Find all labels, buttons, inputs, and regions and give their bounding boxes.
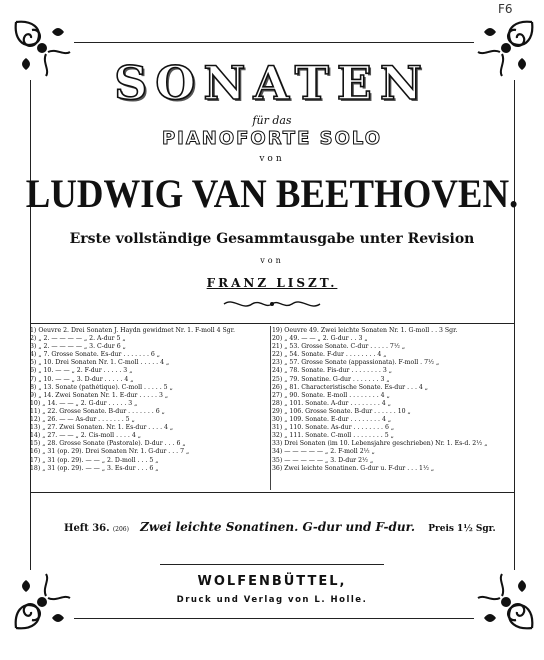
frame-top-rule	[74, 42, 474, 43]
catalogue-entry: 7) „ 10. — — „ 3. D-dur . . . . . 4 „	[30, 375, 134, 383]
catalogue-entry: 4) „ 7. Grosse Sonate. Es-dur . . . . . . . 6 „	[30, 351, 160, 359]
catalogue-entry: 24) „ 78. Sonate. Fis-dur . . . . . . . . 3 „	[272, 367, 392, 375]
catalogue-entry: 26) „ 81. Characteristische Sonate. Es-dur . . . 4 „	[272, 383, 429, 391]
for-line: für das	[252, 114, 292, 127]
catalogue-entry: 15) „ 28. Grosse Sonate (Pastorale). D-dur . . . 6 „	[30, 440, 186, 448]
catalogue-entry: 36) Zwei leichte Sonatinen. G-dur u. F-dur . . . 1½ „	[272, 464, 435, 472]
catalogue-entry: 2) „ 2. — — — — „ 2. A-dur 5 „	[30, 335, 126, 343]
main-title: SONATEN	[114, 56, 430, 110]
catalogue-left-column	[30, 327, 270, 473]
catalogue-entry: 32) „ 111. Sonate. C-moll . . . . . . . . 5 „	[272, 432, 394, 440]
handwritten-note: F6	[498, 2, 513, 16]
catalogue-entry: 6) „ 10. — — „ 2. F-dur . . . . . 3 „	[30, 367, 133, 375]
von-line-2: von	[260, 256, 284, 265]
catalogue-entry: 16) „ 31 (op. 29). Drei Sonaten Nr. 1. G-dur . . . 7 „	[30, 448, 190, 456]
catalogue-entry: 23) „ 57. Grosse Sonate (appassionata). F-moll . 7½ „	[272, 359, 440, 367]
publication-place: WOLFENBÜTTEL,	[197, 574, 347, 589]
catalogue-entry: 20) „ 49. — — „ 2. G-dur . . 3 „	[272, 335, 368, 343]
catalogue-entry: 31) „ 110. Sonate. As-dur . . . . . . . . 6 „	[272, 424, 395, 432]
editor-name: FRANZ LISZT.	[206, 276, 338, 290]
catalogue-entry: 19) Oeuvre 49. Zwei leichte Sonaten Nr. 1. G-moll . . 3 Sgr.	[272, 327, 458, 334]
catalogue-entry: 10) „ 14. — — „ 2. G-dur . . . . . 3 „	[30, 399, 138, 407]
catalogue-divider	[270, 326, 271, 490]
catalogue-entry: 30) „ 109. Sonate. E-dur . . . . . . . . 4 „	[272, 416, 392, 424]
catalogue-entry: 28) „ 101. Sonate. A-dur . . . . . . . . 4 „	[272, 399, 391, 407]
catalogue-bottom-rule	[30, 492, 514, 493]
heft-label: Heft 36.	[64, 523, 110, 534]
catalogue-entry: 18) „ 31 (op. 29). — — „ 3. Es-dur . . . 6 „	[30, 464, 159, 472]
catalogue-entry: 33) Drei Sonaten (im 10. Lebensjahre geschrieben) Nr. 1. Es-d. 2½ „	[272, 440, 488, 448]
heft-line	[64, 520, 496, 534]
composer-name: LUDWIG VAN BEETHOVEN.	[25, 171, 519, 216]
catalogue-entry: 1) Oeuvre 2. Drei Sonaten J. Haydn gewidmet Nr. 1. F-moll 4 Sgr.	[30, 327, 235, 334]
heft-price: Preis 1½ Sgr.	[428, 524, 496, 534]
catalogue-entry: 29) „ 106. Grosse Sonate. B-dur . . . . . . 10 „	[272, 407, 411, 415]
catalogue-entry: 14) „ 27. — — „ 2. Cis-moll . . . . 4 „	[30, 432, 141, 440]
catalogue-entry: 5) „ 10. Drei Sonaten Nr. 1. C-moll . . . . . 4 „	[30, 359, 170, 367]
catalogue-entry: 12) „ 26. — — As-dur . . . . . . . 5 „	[30, 416, 135, 424]
edition-line: Erste vollständige Gesammtausgabe unter Revision	[69, 231, 475, 247]
instrument: PIANOFORTE SOLO	[161, 128, 383, 149]
von-line: von	[259, 154, 285, 164]
catalogue-right-column	[272, 327, 518, 473]
catalogue-entry: 22) „ 54. Sonate. F-dur . . . . . . . . 4 „	[272, 351, 387, 359]
catalogue-entry: 8) „ 13. Sonate (pathétique). C-moll . . . . . 5 „	[30, 383, 173, 391]
heft-plate-number: (206)	[112, 526, 129, 533]
catalogue-entry: 3) „ 2. — — — — „ 3. C-dur 6 „	[30, 343, 126, 351]
frame-bottom-rule	[74, 618, 474, 619]
catalogue-entry: 35) — — — — — „ 3. D-dur 2½ „	[272, 456, 374, 464]
publisher-rule	[160, 564, 384, 565]
catalogue-entry: 11) „ 22. Grosse Sonate. B-dur . . . . . . . 6 „	[30, 407, 165, 415]
catalogue-entry: 25) „ 79. Sonatine. G-dur . . . . . . . 3 „	[272, 375, 390, 383]
catalogue-entry: 34) — — — — — „ 2. F-moll 2½ „	[272, 448, 375, 456]
publisher-line: Druck und Verlag von L. Holle.	[176, 595, 368, 605]
catalogue-entry: 17) „ 31 (op. 29). — — „ 2. D-moll . . . 5 „	[30, 456, 159, 464]
catalogue-entry: 27) „ 90. Sonate. E-moll . . . . . . . . 4 „	[272, 391, 390, 399]
heft-title: Zwei leichte Sonatinen. G-dur und F-dur.	[140, 520, 416, 534]
catalogue-entry: 21) „ 53. Grosse Sonate. C-dur . . . . . 7½ „	[272, 343, 406, 351]
flourish-divider-icon	[222, 297, 322, 311]
catalogue-entry: 9) „ 14. Zwei Sonaten Nr. 1. E-dur . . . . . 3 „	[30, 391, 169, 399]
catalogue-entry: 13) „ 27. Zwei Sonaten. Nr. 1. Es-dur . . . . 4 „	[30, 424, 174, 432]
catalogue-top-rule	[30, 323, 514, 324]
